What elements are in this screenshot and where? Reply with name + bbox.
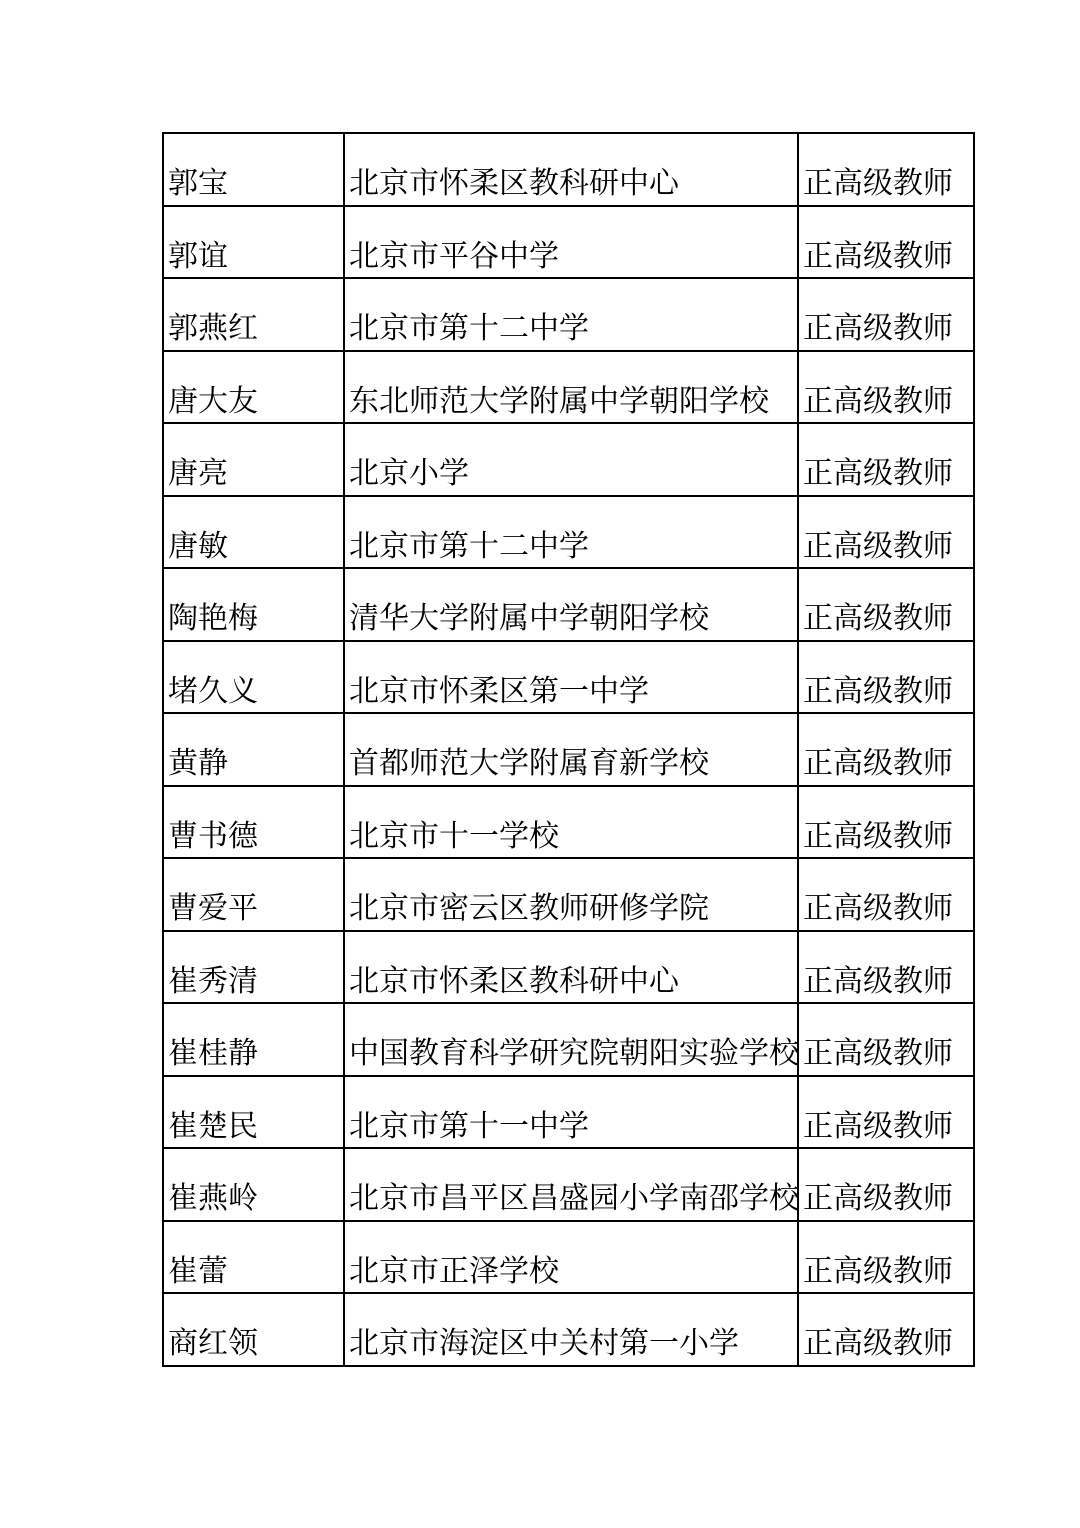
- table-row: [163, 1148, 974, 1221]
- name-cell: 郭宝: [163, 133, 344, 206]
- table-row: [163, 641, 974, 714]
- title-cell: 正高级教师: [798, 713, 974, 786]
- table-row: [163, 423, 974, 496]
- table-row: [163, 1003, 974, 1076]
- school-cell: 北京市十一学校: [344, 786, 798, 859]
- school-cell: 北京市怀柔区教科研中心: [344, 133, 798, 206]
- title-cell: 正高级教师: [798, 641, 974, 714]
- table-row: [163, 278, 974, 351]
- table-row: [163, 931, 974, 1004]
- name-cell: 曹爱平: [163, 858, 344, 931]
- name-cell: 崔秀清: [163, 931, 344, 1004]
- title-cell: 正高级教师: [798, 786, 974, 859]
- name-cell: 商红领: [163, 1293, 344, 1366]
- table-row: [163, 786, 974, 859]
- name-cell: 唐敏: [163, 496, 344, 569]
- table-row: [163, 206, 974, 279]
- teacher-table-body: [163, 133, 974, 1366]
- table-row: [163, 1221, 974, 1294]
- school-cell: 首都师范大学附属育新学校: [344, 713, 798, 786]
- title-cell: 正高级教师: [798, 423, 974, 496]
- name-cell: 陶艳梅: [163, 568, 344, 641]
- table-row: [163, 496, 974, 569]
- teacher-table: [162, 132, 975, 1367]
- title-cell: 正高级教师: [798, 206, 974, 279]
- name-cell: 曹书德: [163, 786, 344, 859]
- school-cell: 北京市第十二中学: [344, 278, 798, 351]
- school-cell: 东北师范大学附属中学朝阳学校: [344, 351, 798, 424]
- table-row: [163, 1293, 974, 1366]
- title-cell: 正高级教师: [798, 858, 974, 931]
- school-cell: 清华大学附属中学朝阳学校: [344, 568, 798, 641]
- school-cell: 北京小学: [344, 423, 798, 496]
- title-cell: 正高级教师: [798, 351, 974, 424]
- name-cell: 堵久义: [163, 641, 344, 714]
- table-row: [163, 133, 974, 206]
- school-cell: 北京市第十一中学: [344, 1076, 798, 1149]
- title-cell: 正高级教师: [798, 568, 974, 641]
- title-cell: 正高级教师: [798, 496, 974, 569]
- name-cell: 郭燕红: [163, 278, 344, 351]
- name-cell: 黄静: [163, 713, 344, 786]
- school-cell: 中国教育科学研究院朝阳实验学校: [344, 1003, 798, 1076]
- school-cell: 北京市怀柔区第一中学: [344, 641, 798, 714]
- name-cell: 唐大友: [163, 351, 344, 424]
- name-cell: 崔楚民: [163, 1076, 344, 1149]
- title-cell: 正高级教师: [798, 1148, 974, 1221]
- name-cell: 崔蕾: [163, 1221, 344, 1294]
- title-cell: 正高级教师: [798, 278, 974, 351]
- title-cell: 正高级教师: [798, 1221, 974, 1294]
- school-cell: 北京市第十二中学: [344, 496, 798, 569]
- name-cell: 崔桂静: [163, 1003, 344, 1076]
- table-row: [163, 568, 974, 641]
- table-row: [163, 351, 974, 424]
- table-row: [163, 1076, 974, 1149]
- school-cell: 北京市昌平区昌盛园小学南邵学校: [344, 1148, 798, 1221]
- table-row: [163, 713, 974, 786]
- school-cell: 北京市平谷中学: [344, 206, 798, 279]
- table-row: [163, 858, 974, 931]
- name-cell: 唐亮: [163, 423, 344, 496]
- school-cell: 北京市正泽学校: [344, 1221, 798, 1294]
- school-cell: 北京市密云区教师研修学院: [344, 858, 798, 931]
- school-cell: 北京市海淀区中关村第一小学: [344, 1293, 798, 1366]
- title-cell: 正高级教师: [798, 931, 974, 1004]
- title-cell: 正高级教师: [798, 1003, 974, 1076]
- name-cell: 郭谊: [163, 206, 344, 279]
- title-cell: 正高级教师: [798, 1293, 974, 1366]
- title-cell: 正高级教师: [798, 133, 974, 206]
- school-cell: 北京市怀柔区教科研中心: [344, 931, 798, 1004]
- title-cell: 正高级教师: [798, 1076, 974, 1149]
- name-cell: 崔燕岭: [163, 1148, 344, 1221]
